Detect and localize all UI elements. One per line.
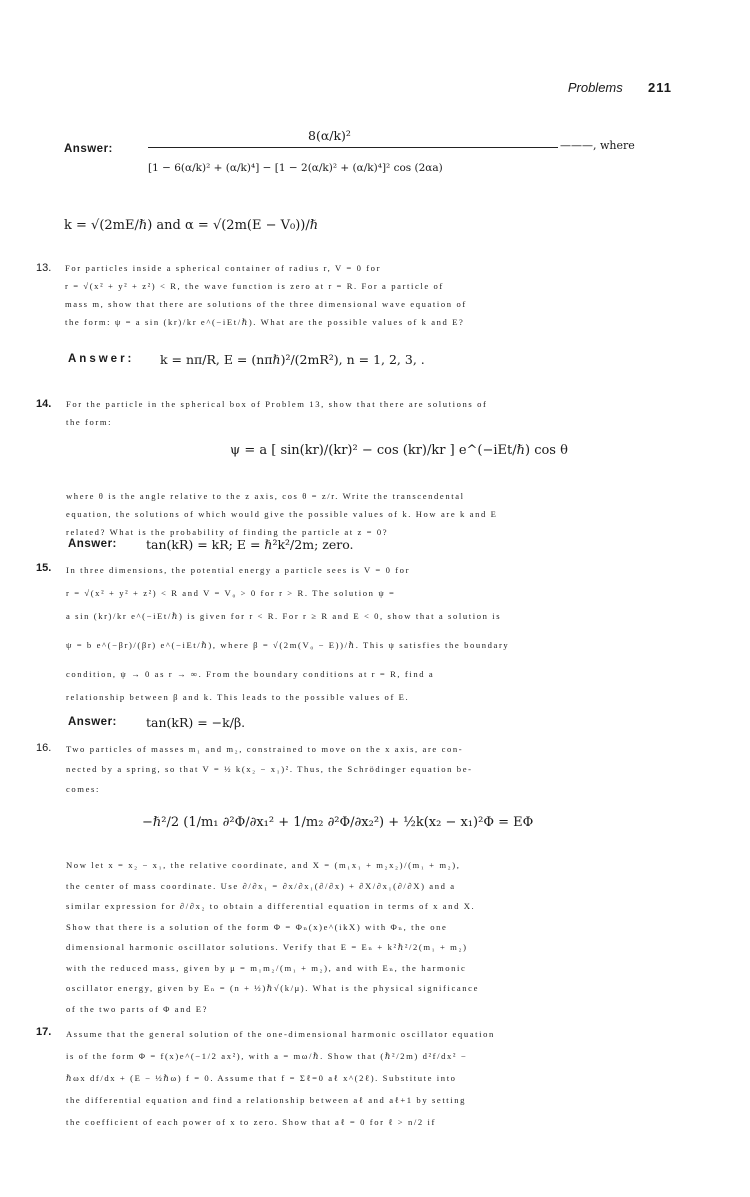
page-number: 211 [648,80,672,95]
problem-15-answer-label: Answer: [68,716,117,728]
problem-16-line-3: comes: [66,784,100,794]
problem-15-line-4: ψ = b e^(−βr)/(βr) e^(−iEt/ℏ), where β = √(2m(V₀ − E))/ℏ. This ψ satisfies the boundary [66,640,510,650]
problem-14-equation: ψ = a [ sin(kr)/(kr)² − cos (kr)/kr ] e^(−iEt/ℏ) cos θ [230,443,568,458]
problem-13-text [65,259,670,331]
problem-14-answer: tan(kR) = kR; E = ℏ²k²/2m; zero. [146,537,354,552]
problem-15-text [66,559,676,709]
problem-17-line-3: ℏωx df/dx + (E − ½ℏω) f = 0. Assume that f = Σℓ=0 aℓ x^(2ℓ). Substitute into [66,1073,457,1083]
problem-13-number: 13. [36,262,52,274]
problem-14-line-4: equation, the solutions of which would give the possible values of k. How are k and E [66,509,498,519]
problem-16-line-2: nected by a spring, so that V = ½ k(x₂ − x₁)². Thus, the Schrödinger equation be- [66,764,473,774]
problem-16-line-8: dimensional harmonic oscillator solutions. Verify that E = Eₙ + k²ℏ²/2(m₁ + m₂) [66,942,468,952]
top-answer-where: ———, where [560,139,635,152]
problem-16-text-2 [66,855,676,1019]
problem-13-line-2: r = √(x² + y² + z²) < R, the wave function is zero at r = R. For a particle of [65,281,444,291]
problem-16-line-9: with the reduced mass, given by μ = m₁m₂/(m₁ + m₂), and with Eₙ, the harmonic [66,962,467,973]
problem-15-answer: tan(kR) = −k/β. [146,715,246,730]
top-answer-numerator: 8(α/k)² [308,128,351,143]
problem-14-line-5: related? What is the probability of finding the particle at z = 0? [66,527,389,537]
problem-16-equation: −ℏ²/2 (1/m₁ ∂²Φ/∂x₁² + 1/m₂ ∂²Φ/∂x₂²) + ½k(x₂ − x₁)²Φ = EΦ [142,815,534,830]
problem-16-number: 16. [36,742,52,754]
top-answer-fraction-bar [148,147,558,148]
problem-17-line-1: Assume that the general solution of the one-dimensional harmonic oscillator equation [66,1029,495,1039]
problem-16-line-1: Two particles of masses m₁ and m₂, constrained to move on the x axis, are con- [66,744,464,754]
problem-16-line-5: the center of mass coordinate. Use ∂/∂x₁ = ∂x/∂x₁(∂/∂x) + ∂X/∂x₁(∂/∂X) and a [66,880,456,891]
problem-16-line-10: oscillator energy, given by Eₙ = (n + ½)ℏ√(k/μ). What is the physical significance [66,983,479,993]
problem-14-text-2 [66,487,676,541]
page-header [568,80,672,96]
problem-13-answer: k = nπ/R, E = (nπℏ)²/(2mR²), n = 1, 2, 3, . [160,352,425,367]
problem-13-answer-label: Answer: [68,353,135,365]
problem-13-line-4: the form: ψ = a sin (kr)/kr e^(−iEt/ℏ). What are the possible values of k and E? [65,317,465,327]
problem-16-text [66,739,676,799]
problem-15-number: 15. [36,562,52,574]
problem-16-line-6: similar expression for ∂/∂x₂ to obtain a differential equation in terms of x and X. [66,901,476,911]
problem-17-line-5: the coefficient of each power of x to zero. Show that aℓ = 0 for ℓ > n/2 if [66,1117,436,1127]
section-title: Problems [567,80,623,95]
problem-14-number: 14. [36,398,52,410]
problem-15-line-6: relationship between β and k. This leads to the possible values of E. [66,692,410,702]
problem-15-line-1: In three dimensions, the potential energy a particle sees is V = 0 for [66,565,411,575]
problem-14-line-2: the form: [66,417,113,427]
problem-16-line-7: Show that there is a solution of the form Φ = Φₙ(x)e^(ikX) with Φₙ, the one [66,921,448,932]
problem-16-line-11: of the two parts of Φ and E? [66,1003,209,1014]
problem-17-number: 17. [36,1026,52,1038]
problem-13-line-3: mass m, show that there are solutions of the three dimensional wave equation of [65,299,467,309]
problem-17-line-4: the differential equation and find a relationship between aℓ and aℓ+1 by setting [66,1095,467,1105]
top-answer-label: Answer: [64,143,113,155]
k-definition: k = √(2mE/ℏ) and α = √(2m(E − V₀))/ℏ [64,218,319,233]
problem-14-text [66,395,676,431]
problem-17-line-2: is of the form Φ = f(x)e^(−1/2 ax²), with a = mω/ℏ. Show that (ℏ²/2m) d²f/dx² − [66,1051,468,1061]
problem-16-line-4: Now let x = x₂ − x₁, the relative coordinate, and X = (m₁x₁ + m₂x₂)/(m₁ + m₂), [66,860,461,870]
top-answer-denominator: [1 − 6(α/k)² + (α/k)⁴] − [1 − 2(α/k)² + (α/k)⁴]² cos (2αa) [148,162,443,174]
problem-14-line-3: where θ is the angle relative to the z axis, cos θ = z/r. Write the transcendental [66,491,465,501]
problem-15-line-3: a sin (kr)/kr e^(−iEt/ℏ) is given for r < R. For r ≥ R and E < 0, show that a solution is [66,611,502,621]
problem-14-answer-label: Answer: [68,538,117,550]
problem-13-line-1: For particles inside a spherical container of radius r, V = 0 for [65,263,382,273]
problem-14-line-1: For the particle in the spherical box of Problem 13, show that there are solutions of [66,399,488,409]
problem-15-line-5: condition, ψ → 0 as r → ∞. From the boundary conditions at r = R, find a [66,669,435,679]
problem-17-text [66,1023,676,1133]
problem-15-line-2: r = √(x² + y² + z²) < R and V = V₀ > 0 for r > R. The solution ψ = [66,588,396,598]
